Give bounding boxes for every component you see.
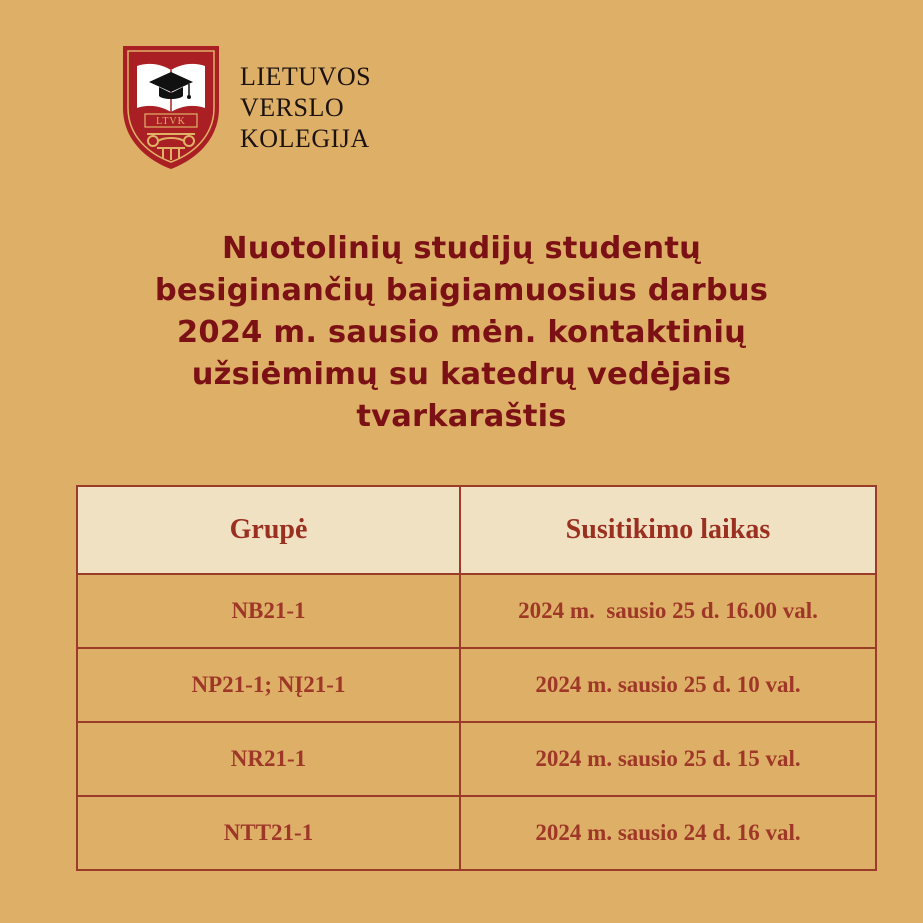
title-line: tvarkaraštis [356,399,567,434]
college-name-line: LIETUVOS [240,62,372,91]
college-name [240,61,371,154]
group-cell: NR21-1 [77,722,460,796]
time-cell: 2024 m. sausio 25 d. 15 val. [460,722,876,796]
college-name-line: VERSLO [240,93,345,122]
logo-abbrev: LTVK [156,116,186,127]
group-cell: NB21-1 [77,574,460,648]
column-header-time: Susitikimo laikas [460,486,876,574]
time-cell: 2024 m. sausio 24 d. 16 val. [460,796,876,870]
time-cell: 2024 m. sausio 25 d. 16.00 val. [460,574,876,648]
table-row [77,648,876,722]
column-header-group: Grupė [77,486,460,574]
table-row [77,574,876,648]
college-name-line: KOLEGIJA [240,124,370,153]
college-logo [119,42,223,172]
group-cell: NTT21-1 [77,796,460,870]
title-line: besiginančių baigiamuosius darbus [154,273,769,308]
table-row [77,796,876,870]
title-line: Nuotolinių studijų studentų [221,231,702,266]
table-header-row [77,486,876,574]
time-cell: 2024 m. sausio 25 d. 10 val. [460,648,876,722]
title-line: užsiėmimų su katedrų vedėjais [191,357,732,392]
table-row [77,722,876,796]
title-line: 2024 m. sausio mėn. kontaktinių [176,315,747,350]
page-title [40,228,883,438]
group-cell: NP21-1; NĮ21-1 [77,648,460,722]
schedule-table [76,485,877,871]
